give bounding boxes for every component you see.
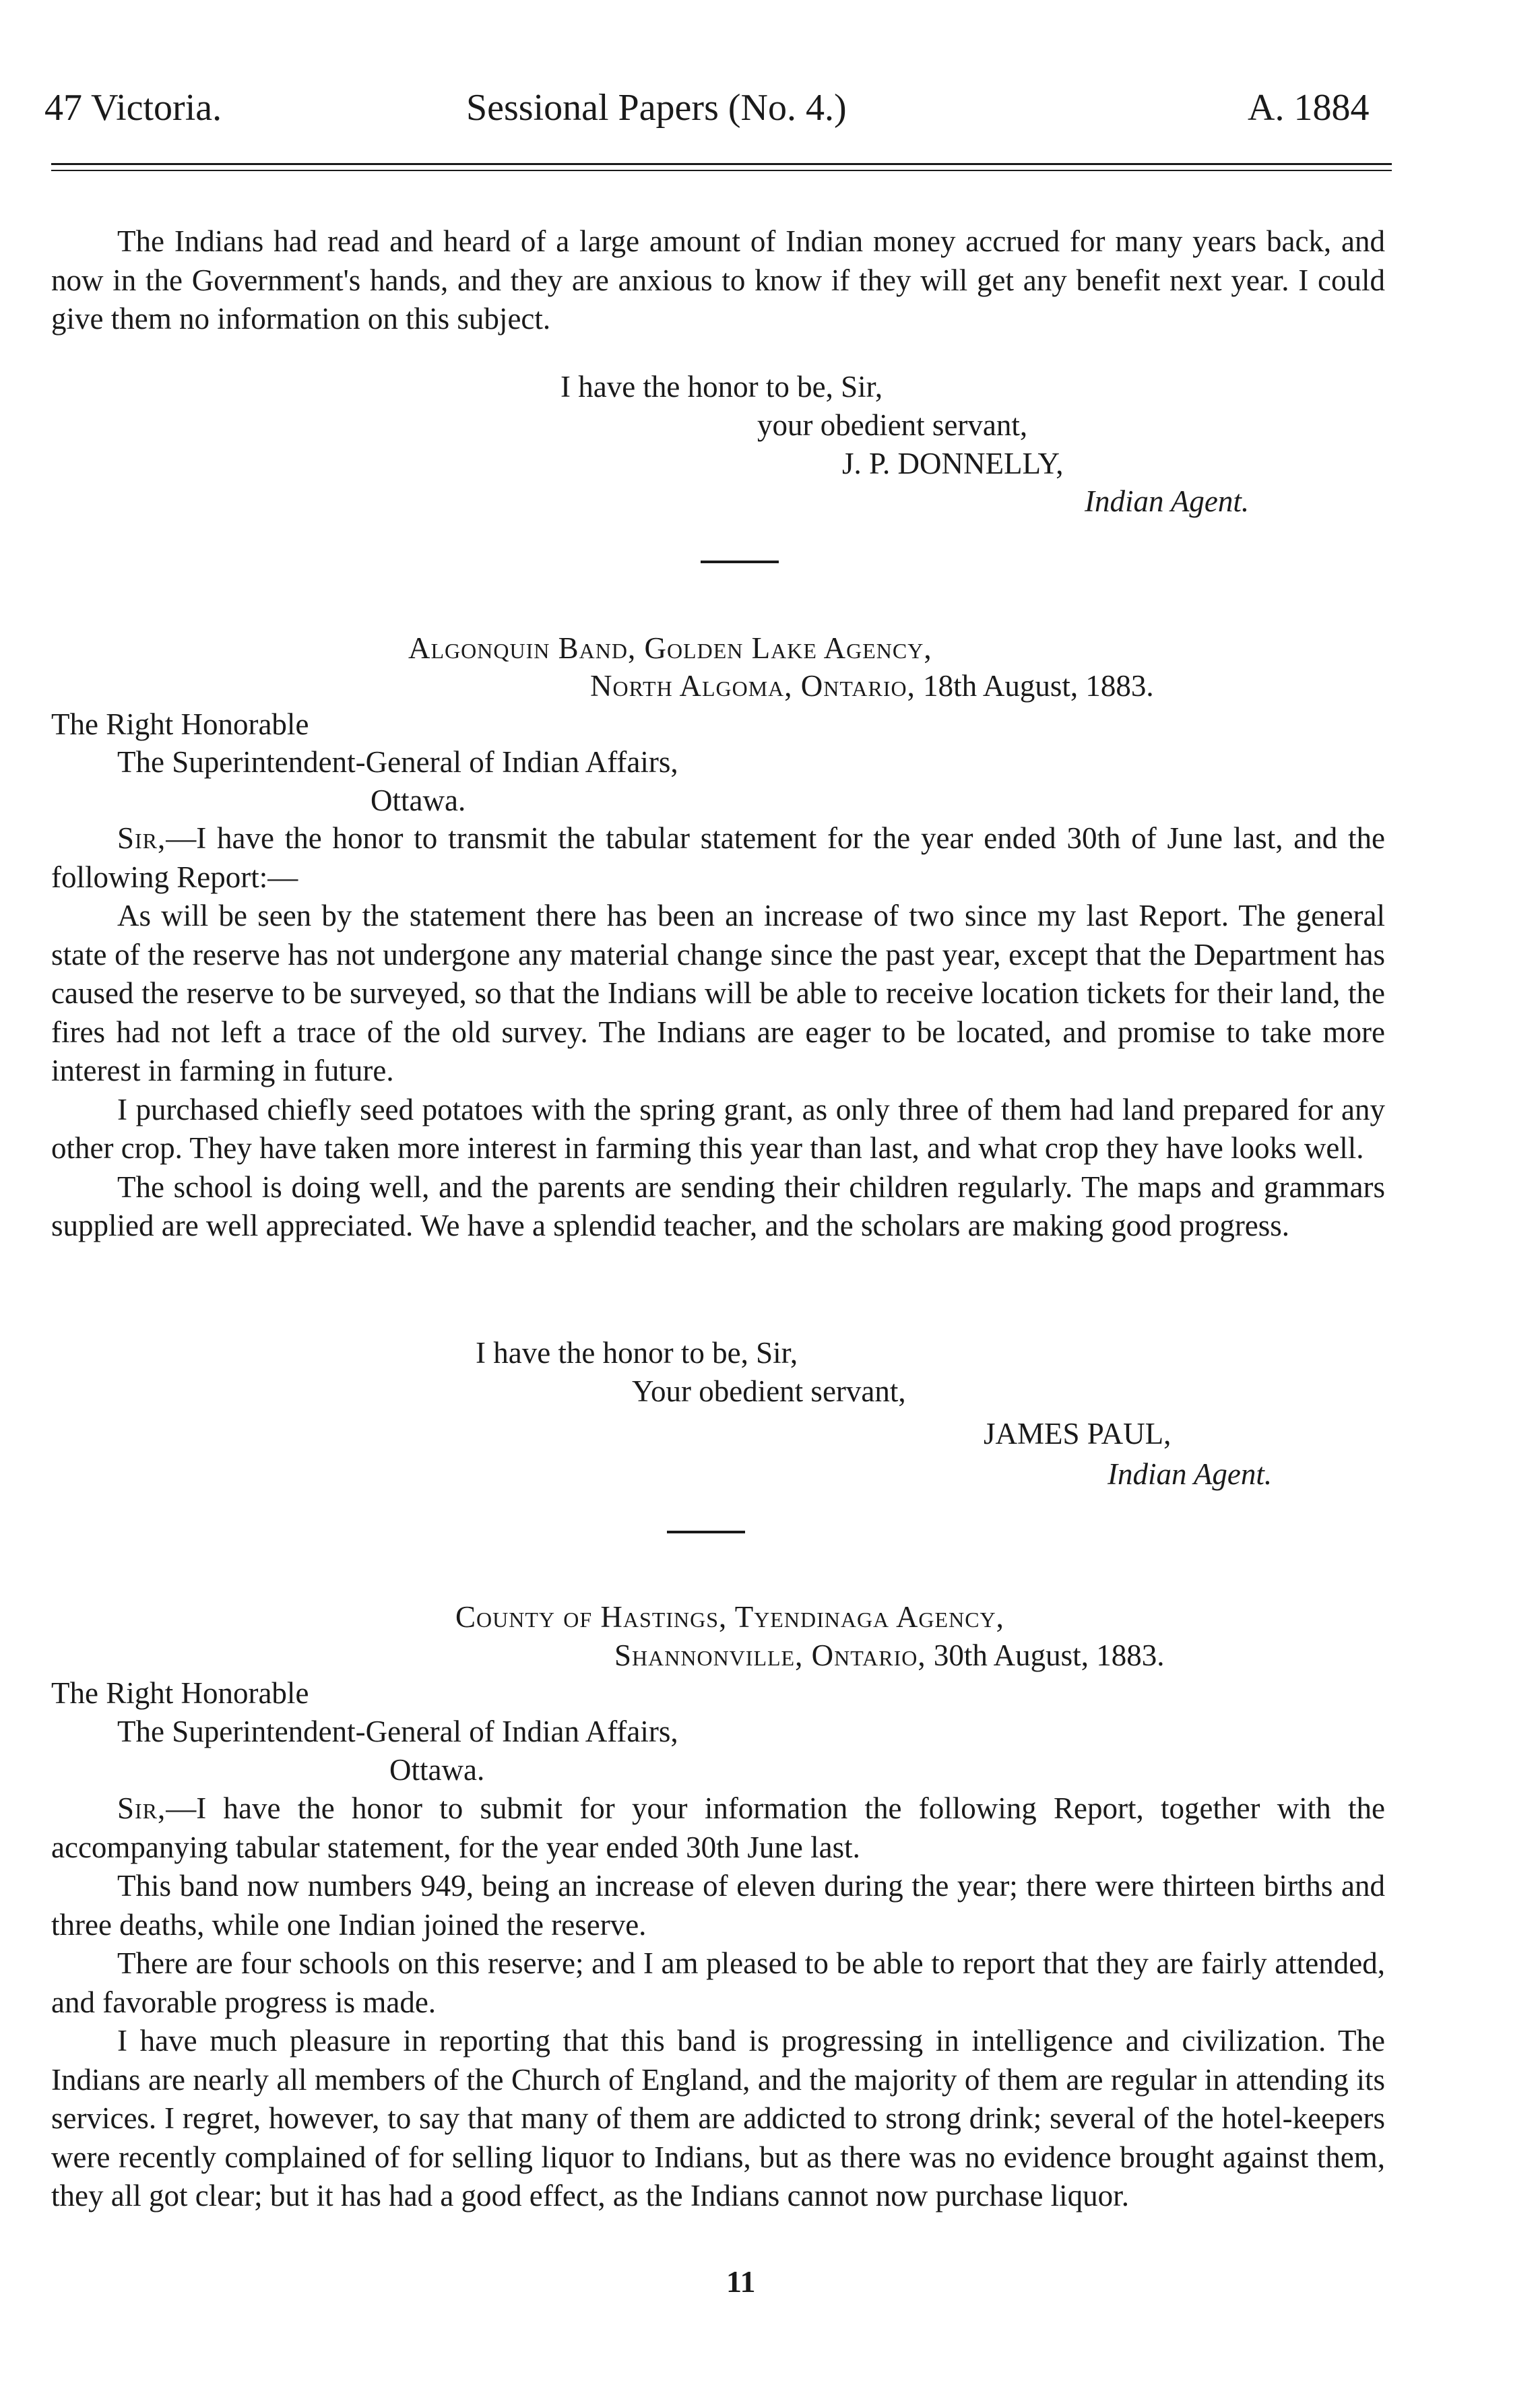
paragraph: I purchased chiefly seed potatoes with the spring grant, as only three of them had land prepared for any other crop. They have taken more interest in farming this year than last, and what crop they have looks well.: [51, 1092, 1385, 1165]
letter2-addressee-2: The Superintendent-General of Indian Affairs,: [117, 745, 678, 779]
paragraph: The Indians had read and heard of a large amount of Indian money accrued for many years back, and now in the Government's hands, and they are anxious to know if they will get any benefit next year. I could give them no information on this subject.: [51, 224, 1385, 336]
letter2-place-date: [590, 667, 1154, 705]
header-year: A. 1884: [1248, 87, 1370, 129]
paragraph: [51, 1789, 1385, 1867]
section-divider: [667, 1531, 745, 1533]
header-series: Sessional Papers (No. 4.): [466, 87, 847, 129]
letter3-place-date: [614, 1636, 1164, 1675]
salutation: Sir,: [117, 821, 166, 855]
letter1-closing-2: your obedient servant,: [757, 408, 1028, 442]
header-volume: 47 Victoria.: [44, 87, 222, 129]
letter2-body: [51, 819, 1385, 1246]
letter2-closing: I have the honor to be, Sir,: [476, 1336, 798, 1370]
page-number: 11: [726, 2264, 756, 2299]
letter2-signature: JAMES PAUL,: [984, 1417, 1172, 1451]
letter1-closing: I have the honor to be, Sir,: [560, 370, 883, 404]
letter1-signature-title: Indian Agent.: [1085, 484, 1250, 518]
letter2-heading: Algonquin Band, Golden Lake Agency,: [408, 631, 932, 665]
paragraph: The school is doing well, and the parents are sending their children regularly. The maps and grammars supplied are well appreciated. We have a splendid teacher, and the scholars are making good progress.: [51, 1170, 1385, 1242]
header-rule-thin: [51, 170, 1392, 171]
letter2-closing-2: Your obedient servant,: [632, 1374, 906, 1408]
letter2-place: North Algoma, Ontario,: [590, 669, 916, 703]
letter2-date: 18th August, 1883.: [923, 669, 1154, 703]
letter2-signature-title: Indian Agent.: [1108, 1457, 1273, 1491]
paragraph: [51, 819, 1385, 897]
paragraph: This band now numbers 949, being an increase of eleven during the year; there were thirteen births and three deaths, while one Indian joined the reserve.: [51, 1869, 1385, 1942]
paragraph: I have much pleasure in reporting that this band is progressing in intelligence and civilization. The Indians are nearly all members of the Church of England, and the majority of them are regular in attending its services. I regret, however, to say that many of them are addicted to strong drink; several of the hotel-keepers were recently complained of for selling liquor to Indians, but as there was no evidence brought against them, they all got clear; but it has had a good effect, as the Indians cannot now purchase liquor.: [51, 2024, 1385, 2212]
running-header: [44, 86, 1392, 140]
letter3-addressee-2: The Superintendent-General of Indian Affairs,: [117, 1715, 678, 1748]
paragraph-text: —I have the honor to transmit the tabular statement for the year ended 30th of June last, and the following Report:—: [51, 821, 1385, 894]
paragraph: There are four schools on this reserve; and I am pleased to be able to report that they are fairly attended, and favorable progress is made.: [51, 1946, 1385, 2019]
letter3-place: Shannonville, Ontario,: [614, 1638, 926, 1672]
header-rule: [51, 163, 1392, 165]
letter3-date: 30th August, 1883.: [933, 1638, 1165, 1672]
letter2-addressee-1: The Right Honorable: [51, 707, 309, 741]
letter3-addressee-3: Ottawa.: [389, 1753, 485, 1787]
letter3-body: [51, 1789, 1385, 2216]
letter3-heading: County of Hastings, Tyendinaga Agency,: [455, 1600, 1004, 1634]
letter2-addressee-3: Ottawa.: [371, 784, 466, 817]
letter3-addressee-1: The Right Honorable: [51, 1676, 309, 1710]
paragraph-text: —I have the honor to submit for your information the following Report, together with the accompanying tabular statement, for the year ended 30th June last.: [51, 1791, 1385, 1864]
section-divider: [701, 561, 779, 563]
letter1-signature: J. P. DONNELLY,: [842, 447, 1064, 480]
salutation: Sir,: [117, 1791, 166, 1825]
letter1-body: [51, 222, 1385, 339]
paragraph: As will be seen by the statement there has been an increase of two since my last Report. The general state of the reserve has not undergone any material change since the past year, except that the Department has caused the reserve to be surveyed, so that the Indians will be able to receive location tickets for their land, the fires had not left a trace of the old survey. The Indians are eager to be located, and promise to take more interest in farming in future.: [51, 899, 1385, 1087]
